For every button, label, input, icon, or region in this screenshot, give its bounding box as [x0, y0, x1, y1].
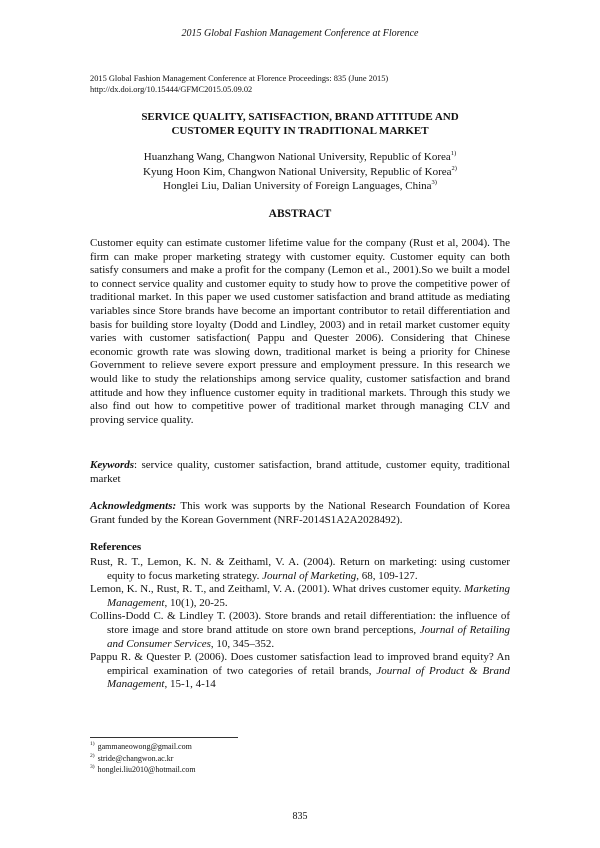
footnote-marker: 2): [90, 752, 95, 759]
reference-journal: Journal of Product & Brand Management: [107, 664, 510, 691]
references-heading: References: [90, 541, 142, 553]
reference-item: [90, 583, 510, 610]
paper-title: [90, 111, 510, 138]
reference-details: , 10(1), 20-25.: [164, 596, 228, 609]
title-line-1: SERVICE QUALITY, SATISFACTION, BRAND ATTITUDE AND: [141, 111, 459, 123]
footnote: [90, 764, 196, 776]
footnote-marker: 1): [90, 741, 95, 747]
reference-text: Collins-Dodd C. & Lindley T. (2003). Store brands and retail differentiation: the influence of store image and store brand attitude on store own brand perceptions,: [90, 610, 510, 636]
footnote-email[interactable]: honglei.liu2010@hotmail.com: [97, 765, 196, 774]
reference-text: Lemon, K. N., Rust, R. T., and Zeithaml, V. A. (2001). What drives customer equity.: [90, 583, 465, 596]
abstract-text: Customer equity can estimate customer lifetime value for the company (Rust et al, 2004). The firm can make proper marketing strategy with customer equity. Customer equity can both satisfy consumers and make a profit for the company (Lemon et al., 2001).So we built a model to connect service quality and customer equity to study how to prove the competitive power of traditional market. In this paper we used customer satisfaction and brand attitude as mediating variables since Store brands have become an important contributor to retail differentiation and basis for building store loyalty (Dodd and Lindley, 2003) and in retail market customer equity varies with customer satisfaction( Pappu and Quester 2006). Considering that Chinese economic growth rate was slowing down, traditional market is being a priority for Chinese Government to relieve severe export pressure and employment pressure. In this research we would like to study the relationships among service quality, customer satisfaction and brand attitude and how they influence customer equity in traditional markets. Through this study we also find out how to competitive power of traditional market through managing CLV and proving service quality.: [90, 237, 510, 426]
author-line: [90, 165, 510, 180]
author-line: [90, 150, 510, 165]
keywords-paragraph: [90, 459, 510, 486]
doi-link[interactable]: http://dx.doi.org/10.15444/GFMC2015.05.09.02: [90, 85, 253, 94]
publication-info: [90, 73, 388, 95]
running-header: 2015 Global Fashion Management Conference at Florence: [181, 28, 419, 39]
author-list: [90, 150, 510, 194]
footnote-email[interactable]: stride@changwon.ac.kr: [97, 753, 174, 763]
author-line: [90, 179, 510, 194]
reference-details: , 10, 345–352.: [210, 637, 275, 650]
footnote: [90, 753, 196, 765]
author-affiliation: Kyung Hoon Kim, Changwon National University, Republic of Korea: [143, 165, 452, 178]
abstract-heading: ABSTRACT: [268, 208, 332, 220]
reference-item: [90, 651, 510, 692]
reference-journal: Marketing Management: [107, 583, 510, 609]
footnote-marker: 3): [90, 764, 95, 770]
reference-item: [90, 556, 510, 583]
reference-details: , 68, 109-127.: [356, 569, 418, 582]
page-number: 835: [292, 811, 308, 822]
footnote-marker: 3): [431, 179, 437, 186]
acknowledgments-paragraph: [90, 500, 510, 527]
title-line-2: CUSTOMER EQUITY IN TRADITIONAL MARKET: [171, 124, 429, 137]
reference-text: Rust, R. T., Lemon, K. N. & Zeithaml, V. A. (2004). Return on marketing: using customer equity to focus marketing strategy.: [90, 556, 510, 582]
reference-journal: Journal of Retailing and Consumer Services: [107, 623, 510, 650]
reference-details: , 15-1, 4-14: [164, 678, 216, 691]
footnote-marker: 2): [451, 164, 457, 172]
reference-list: [90, 556, 510, 692]
footnote-email[interactable]: gammaneowong@gmail.com: [97, 742, 192, 751]
footnote-divider: [90, 737, 238, 738]
author-affiliation: Honglei Liu, Dalian University of Foreign Languages, China: [163, 180, 432, 192]
reference-journal: Journal of Marketing: [262, 569, 357, 582]
footnote-marker: 1): [450, 150, 457, 157]
proceedings-line: 2015 Global Fashion Management Conference at Florence Proceedings: 835 (June 2015): [90, 74, 389, 83]
acknowledgments-text: This work was supports by the National Research Foundation of Korea Grant funded by the Korean Government (NRF-2014S1A2A2028492).: [90, 500, 510, 526]
footnote-list: [90, 741, 196, 776]
keywords-label: Keywords: [90, 459, 134, 471]
acknowledgments-label: Acknowledgments:: [90, 500, 177, 512]
reference-item: [90, 610, 510, 651]
author-affiliation: Huanzhang Wang, Changwon National University, Republic of Korea: [143, 151, 451, 163]
keywords-text: : service quality, customer satisfaction, brand attitude, customer equity, traditional market: [90, 459, 510, 485]
reference-text: Pappu R. & Quester P. (2006). Does customer satisfaction lead to improved brand equity? An empirical examination of two categories of retail brands,: [90, 651, 510, 677]
footnote: [90, 741, 196, 753]
